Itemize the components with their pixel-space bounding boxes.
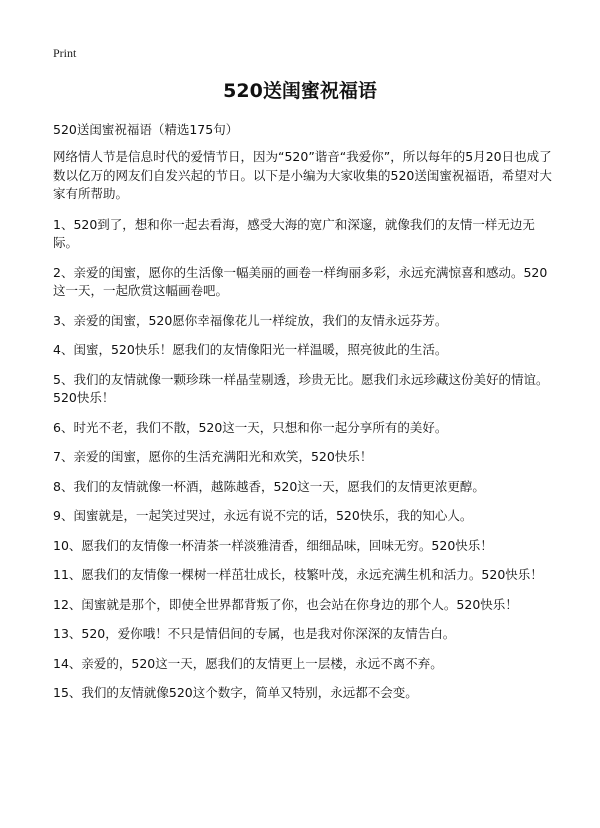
article-body <box>53 148 553 714</box>
list-item: 8、我们的友情就像一杯酒，越陈越香，520这一天，愿我们的友情更浓更醇。 <box>53 478 485 494</box>
list-item: 12、闺蜜就是那个，即使全世界都背叛了你，也会站在你身边的那个人。520快乐！ <box>53 596 518 612</box>
list-item: 6、时光不老，我们不散，520这一天，只想和你一起分享所有的美好。 <box>53 419 448 435</box>
list-item: 9、闺蜜就是，一起笑过哭过，永远有说不完的话，520快乐，我的知心人。 <box>53 508 473 523</box>
list-item: 4、闺蜜，520快乐！愿我们的友情像阳光一样温暖，照亮彼此的生活。 <box>53 342 448 357</box>
list-item: 5、我们的友情就像一颗珍珠一样晶莹剔透，珍贵无比。愿我们永远珍藏这份美好的情谊。520快乐！ <box>53 371 549 405</box>
list-item: 10、愿我们的友情像一杯清茶一样淡雅清香，细细品味，回味无穷。520快乐！ <box>53 537 493 553</box>
list-item: 1、520到了，想和你一起去看海，感受大海的宽广和深邃，就像我们的友情一样无边无际。 <box>53 216 535 250</box>
list-item: 13、520，爱你哦！不只是情侣间的专属，也是我对你深深的友情告白。 <box>53 626 456 641</box>
list-item: 11、愿我们的友情像一棵树一样茁壮成长，枝繁叶茂，永远充满生机和活力。520快乐！ <box>53 567 543 582</box>
list-item: 15、我们的友情就像520这个数字，简单又特别，永远都不会变。 <box>53 685 418 700</box>
list-item: 2、亲爱的闺蜜，愿你的生活像一幅美丽的画卷一样绚丽多彩，永远充满惊喜和感动。520这一天，一起欣赏这幅画卷吧。 <box>53 264 548 298</box>
list-item: 3、亲爱的闺蜜，520愿你幸福像花儿一样绽放，我们的友情永远芬芳。 <box>53 312 448 328</box>
page-title: 520送闺蜜祝福语 <box>223 80 377 102</box>
intro-paragraph: 网络情人节是信息时代的爱情节日，因为“520”谐音“我爱你”，所以每年的5月20日也成了数以亿万的网友们自发兴起的节日。以下是小编为大家收集的520送闺蜜祝福语，希望对大家有所帮助。 <box>53 149 552 201</box>
list-item: 7、亲爱的闺蜜，愿你的生活充满阳光和欢笑，520快乐！ <box>53 449 373 464</box>
article-subtitle: 520送闺蜜祝福语（精选175句） <box>53 122 239 137</box>
list-item: 14、亲爱的，520这一天，愿我们的友情更上一层楼，永远不离不弃。 <box>53 655 443 671</box>
print-link[interactable]: Print <box>53 46 77 60</box>
